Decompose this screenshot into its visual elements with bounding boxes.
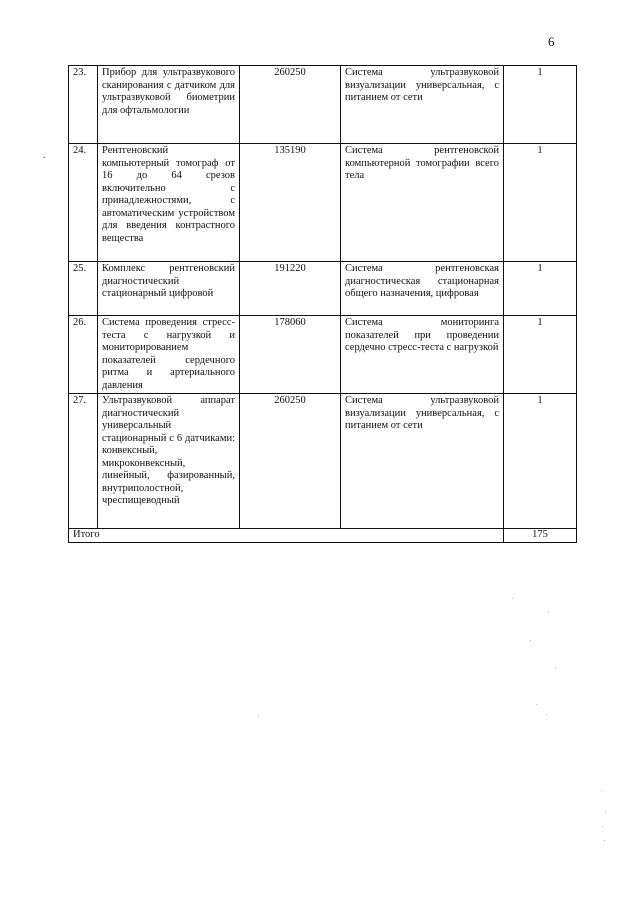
equipment-table [68, 65, 577, 543]
equipment-name: Рентгеновский компьютерный томограф от 16 до 64 срезов включительно с принадлежностями, с автоматическим устройством для введения контрастного вещества [98, 144, 240, 262]
total-row [69, 529, 577, 543]
equipment-name: Прибор для ультразвукового сканирования с датчиком для ультразвуковой биометрии для офтальмологии [98, 66, 240, 144]
equipment-type: Система мониторинга показателей при проведении сердечно стресс-теста с нагрузкой [341, 316, 504, 394]
equipment-name: Ультразвуковой аппарат диагностический универсальный стационарный с 6 датчиками: конвексный, микроконвексный, линейный, фазированный, внутриполостной, чреспищеводный [98, 394, 240, 529]
table-row [69, 394, 577, 529]
row-number: 23. [69, 66, 98, 144]
classifier-code: 260250 [240, 394, 341, 529]
classifier-code: 260250 [240, 66, 341, 144]
table-row [69, 66, 577, 144]
classifier-code: 178060 [240, 316, 341, 394]
table-row [69, 144, 577, 262]
row-number: 24. [69, 144, 98, 262]
classifier-code: 135190 [240, 144, 341, 262]
page-number: 6 [548, 34, 555, 49]
row-number: 25. [69, 262, 98, 316]
total-quantity: 175 [504, 529, 577, 543]
row-number: 26. [69, 316, 98, 394]
quantity: 1 [504, 66, 577, 144]
classifier-code: 191220 [240, 262, 341, 316]
row-number: 27. [69, 394, 98, 529]
table-row [69, 316, 577, 394]
equipment-type: Система рентгеновской компьютерной томографии всего тела [341, 144, 504, 262]
margin-mark: . [43, 150, 46, 161]
equipment-name: Система проведения стресс-теста с нагрузкой и мониторированием показателей сердечного ритма и артериального давления [98, 316, 240, 394]
table-row [69, 262, 577, 316]
total-label: Итого [69, 529, 504, 543]
equipment-name: Комплекс рентгеновский диагностический стационарный цифровой [98, 262, 240, 316]
equipment-type: Система рентгеновская диагностическая стационарная общего назначения, цифровая [341, 262, 504, 316]
quantity: 1 [504, 262, 577, 316]
quantity: 1 [504, 394, 577, 529]
equipment-type: Система ультразвуковой визуализации универсальная, с питанием от сети [341, 66, 504, 144]
quantity: 1 [504, 316, 577, 394]
quantity: 1 [504, 144, 577, 262]
equipment-type: Система ультразвуковой визуализации универсальная, с питанием от сети [341, 394, 504, 529]
